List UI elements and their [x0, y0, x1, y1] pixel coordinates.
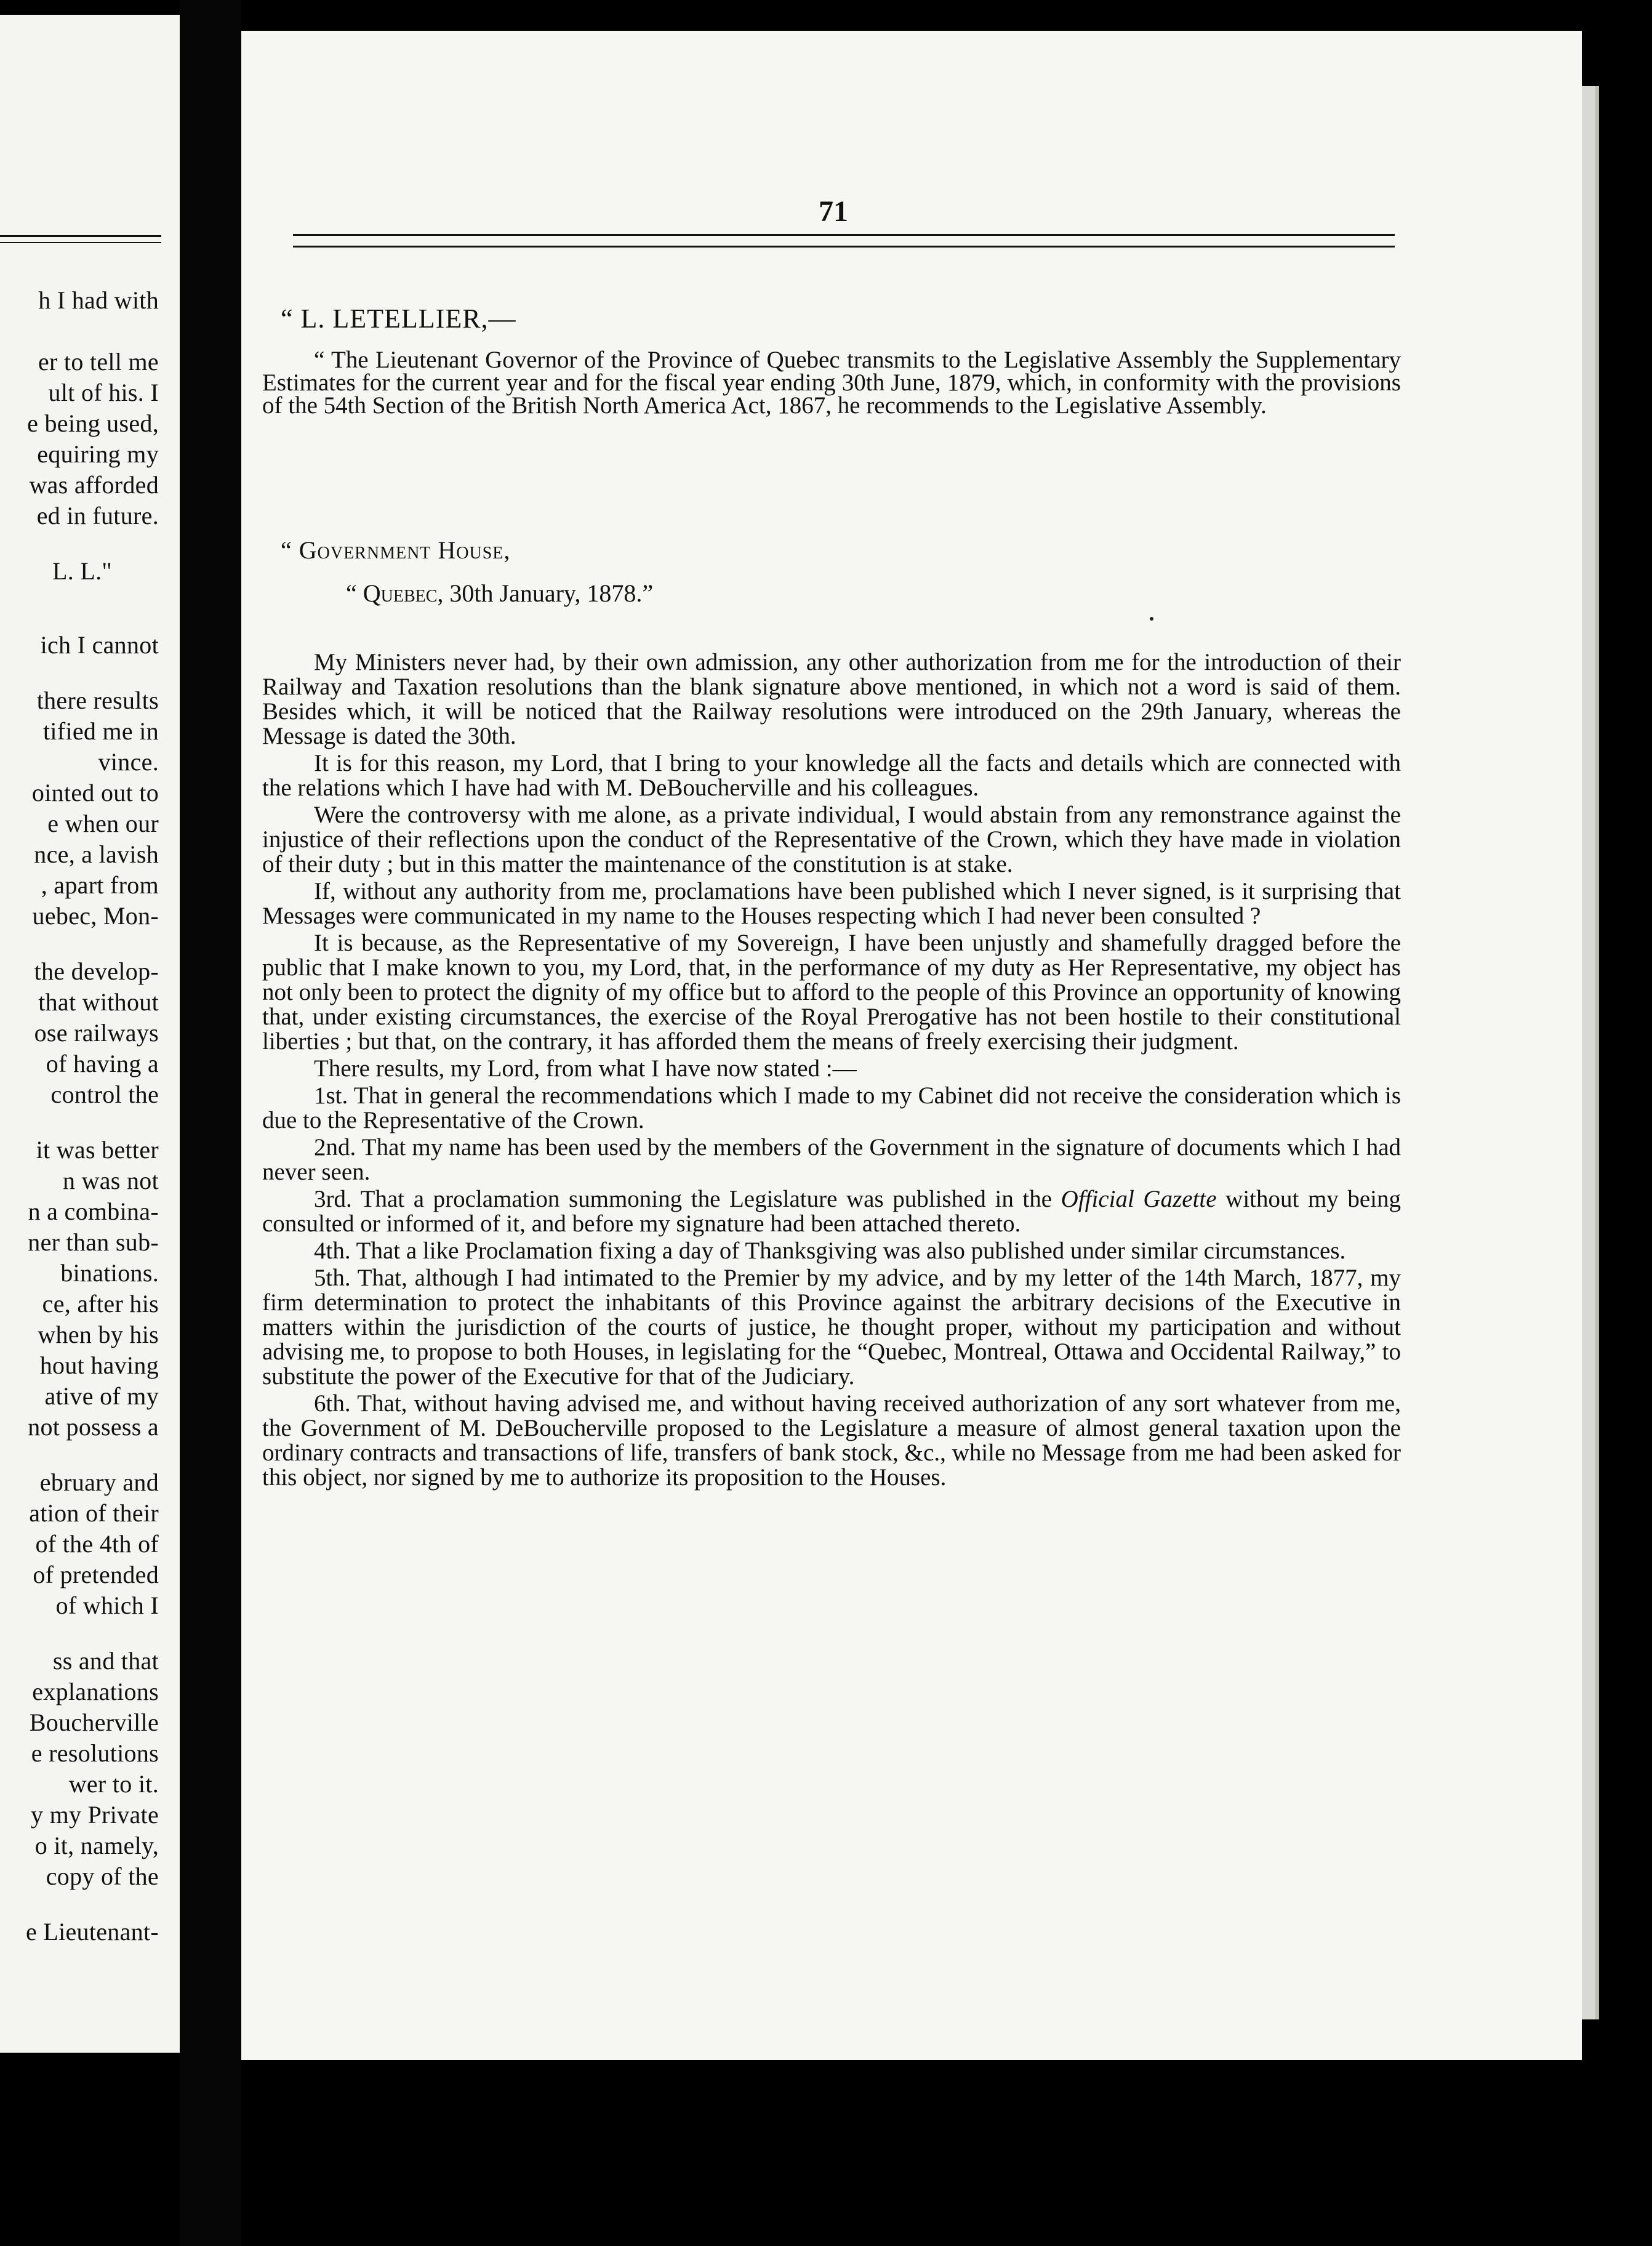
left-page-line: ce, after his [42, 1290, 159, 1318]
paragraph: My Ministers never had, by their own admission, any other authorization from me for the introduction of their Railway and Taxation resolutions than the blank signature above mentioned, in which not a word is said of them. Besides which, it will be noticed that the Railway resolutions were introduced on the 29th January, whereas the Message is dated the 30th. [262, 649, 1401, 749]
page-edge [1582, 86, 1599, 2019]
paragraph: There results, my Lord, from what I have now stated :— [314, 1055, 857, 1082]
left-page-line: e resolutions [31, 1739, 159, 1767]
left-page-line: e Lieutenant- [25, 1918, 159, 1946]
left-page-line: ss and that [52, 1647, 159, 1675]
left-page-line: tified me in [43, 717, 159, 745]
page-number: 71 [819, 195, 848, 228]
header-rule [0, 235, 161, 243]
left-page-line: ult of his. I [48, 379, 159, 406]
left-page-line: not possess a [28, 1413, 159, 1441]
left-page-line: of the 4th of [35, 1530, 159, 1558]
left-page-line: ner than sub- [28, 1228, 159, 1256]
left-page-line: nce, a lavish [34, 840, 159, 868]
left-page-line: n was not [62, 1167, 159, 1194]
left-page-line: y my Private [30, 1801, 159, 1829]
left-page-line: there results [36, 686, 159, 714]
header-rule [293, 234, 1395, 248]
left-page-line: it was better [36, 1136, 159, 1164]
list-item-1st: 1st. That in general the recommendations which I made to my Cabinet did not receive the consideration which is due to the Representative of the Crown. [262, 1082, 1401, 1133]
signature-line: “ L. LETELLIER,— [281, 304, 516, 334]
left-page-line: , apart from [41, 871, 159, 899]
left-page-line: Boucherville [29, 1709, 159, 1736]
dateline-place: “ Quebec, [346, 579, 444, 607]
page [241, 31, 1582, 2060]
left-page-line: e when our [47, 810, 159, 837]
left-page-line: er to tell me [38, 348, 159, 376]
letter-body [262, 650, 1401, 1492]
left-page-line: ative of my [44, 1382, 159, 1410]
left-page-line: ation of their [29, 1499, 159, 1527]
left-page-line: control the [50, 1081, 159, 1108]
left-page-line: ose railways [34, 1019, 159, 1047]
left-page-line: ointed out to [31, 779, 159, 807]
left-page-line: ebruary and [39, 1468, 159, 1496]
left-page-line: explanations [32, 1678, 159, 1705]
dateline [346, 579, 653, 608]
left-page-line: o it, namely, [34, 1832, 159, 1859]
left-page-line: binations. [60, 1259, 159, 1287]
left-page-line: uebec, Mon- [32, 902, 159, 930]
left-page-line: was afforded [29, 471, 159, 499]
message-paragraph: “ The Lieutenant Governor of the Province of Quebec transmits to the Legislative Assembly the Supplementary Estimates for the current year and for the fiscal year ending 30th June, 1879, which, in conformity with the provisions of the 54th Section of the British North America Act, 1867, he recommends to the Legislative Assembly. [262, 347, 1401, 419]
paragraph: It is because, as the Representative of my Sovereign, I have been unjustly and shamefully dragged before the public that I make known to you, my Lord, that, in the performance of my duty as Her Representative, my object has not only been to protect the dignity of my office but to afford to the people of this Province an opportunity of knowing that, under existing circumstances, the exercise of the Royal Prerogative has not been hostile to their constitutional liberties ; but that, on the contrary, it has afforded them the means of freely exercising their judgment. [262, 930, 1401, 1055]
dateline-date: 30th January, 1878.” [449, 579, 654, 607]
left-page-line: ich I cannot [40, 631, 159, 659]
left-page-line: h I had with [38, 286, 159, 314]
left-page-line: ed in future. [36, 502, 159, 529]
left-page-line: vince. [98, 748, 159, 776]
government-house-line: “ Government House, [281, 536, 511, 564]
left-page-line: the develop- [34, 957, 159, 985]
list-item-3rd: 3rd. That a proclamation summoning the Legislature was published in the Official Gazette without my being consulted or informed of it, and before my signature had been attached thereto. [262, 1186, 1401, 1237]
message-block [262, 348, 1401, 419]
left-page-line: of pretended [33, 1561, 159, 1588]
left-page-line: when by his [38, 1321, 159, 1348]
left-page-line: L. L." [52, 557, 112, 585]
left-page-line: of having a [46, 1050, 159, 1077]
paragraph: If, without any authority from me, proclamations have been published which I never signed, is it surprising that Messages were communicated in my name to the Houses respecting which I had never been consulted ? [262, 878, 1401, 929]
left-page-line: that without [38, 988, 159, 1016]
list-item-2nd: 2nd. That my name has been used by the members of the Government in the signature of documents which I had never seen. [262, 1134, 1401, 1185]
left-page-line: e being used, [27, 409, 159, 437]
left-page-line: wer to it. [68, 1770, 159, 1798]
book-gutter [180, 0, 241, 2246]
left-page-line: equiring my [37, 440, 159, 468]
paragraph: It is for this reason, my Lord, that I bring to your knowledge all the facts and details which are connected with the relations which I have had with M. DeBoucherville and his colleagues. [262, 750, 1401, 801]
ink-speck [1150, 617, 1153, 621]
list-item-4th: 4th. That a like Proclamation fixing a day of Thanksgiving was also published under similar circumstances. [314, 1238, 1346, 1264]
left-page-line: hout having [39, 1351, 159, 1379]
list-item-5th: 5th. That, although I had intimated to the Premier by my advice, and by my letter of the 14th March, 1877, my firm determination to protect the inhabitants of this Province against the arbitrary decisions of the Executive in matters within the jurisdiction of the courts of justice, he thought proper, without my participation and without advising me, to propose to both Houses, in legislating for the “Quebec, Montreal, Ottawa and Occidental Railway,” to substitute the power of the Executive for that of the Judiciary. [262, 1265, 1401, 1390]
left-page-line: n a combina- [28, 1197, 159, 1225]
left-page-line: copy of the [46, 1862, 159, 1890]
left-page-line: of which I [55, 1592, 159, 1619]
previous-page-fragment [0, 15, 180, 2053]
paragraph: Were the controversy with me alone, as a private individual, I would abstain from any remonstrance against the injustice of their reflections upon the conduct of the Representative of the Crown, which they have made in violation of their duty ; but in this matter the maintenance of the constitution is at stake. [262, 802, 1401, 877]
official-gazette-title: Official Gazette [1061, 1186, 1217, 1212]
list-item-6th: 6th. That, without having advised me, and without having received authorization of any sort whatever from me, the Government of M. DeBoucherville proposed to the Legislature a measure of almost general taxation upon the ordinary contracts and transactions of life, transfers of bank stock, &c., while no Message from me had been asked for this object, nor signed by me to authorize its proposition to the Houses. [262, 1390, 1401, 1491]
